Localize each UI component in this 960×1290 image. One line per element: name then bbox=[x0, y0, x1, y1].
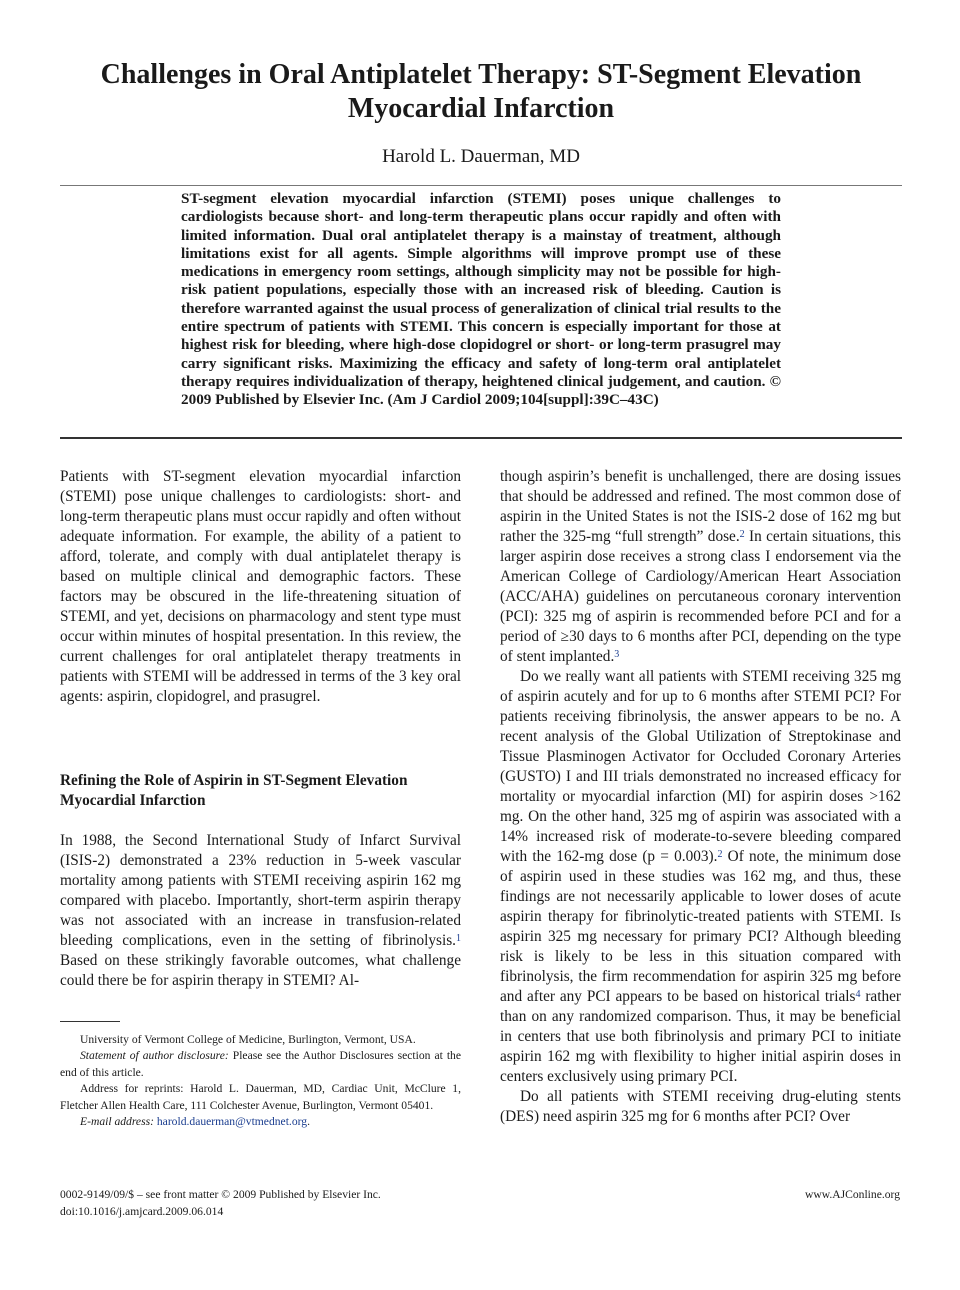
footnote-rule bbox=[60, 1021, 120, 1022]
affiliation-note: University of Vermont College of Medicine, Burlington, Vermont, USA. bbox=[80, 1033, 416, 1046]
abstract-bottom-rule bbox=[60, 437, 902, 439]
reference-link[interactable]: 4 bbox=[855, 989, 861, 1000]
section-heading: Refining the Role of Aspirin in ST-Segment Elevation Myocardial Infarction bbox=[60, 772, 408, 809]
aspirin-paragraph-1-continued bbox=[500, 467, 901, 667]
text-run: In certain situations, this larger aspirin dose receives a strong class I endorsement via the American College of Cardiology/American Heart Association (ACC/AHA) guidelines on percutaneous coronary intervention (PCI): 325 mg of aspirin is recommended before PCI and for a period of ≥30 days to 6 months after PCI, depending on the type of stent implanted. bbox=[500, 528, 901, 665]
reprints-note: Address for reprints: Harold L. Dauerman, MD, Cardiac Unit, McClure 1, Fletcher Allen Health Care, 111 Colchester Avenue, Burlington, Vermont 05401. bbox=[60, 1082, 461, 1112]
aspirin-paragraph-1 bbox=[60, 831, 461, 991]
text-run: Based on these strikingly favorable outcomes, what challenge could there be for aspirin therapy in STEMI? Al- bbox=[60, 952, 461, 989]
text-run: Of note, the minimum dose of aspirin used in these studies was 162 mg, and thus, these findings are not necessarily applicable to lower doses of acute aspirin therapy for fibrinolytic-treated patients with STEMI. Is aspirin 325 mg necessary for primary PCI? Although bleeding risk is likely to be less in this situation compared with fibrinolysis, the firm recommendation for aspirin 325 mg before and after any PCI appears to be based on historical trials bbox=[500, 848, 901, 1005]
footnotes bbox=[60, 1032, 461, 1130]
email-link[interactable]: harold.dauerman@vtmednet.org bbox=[156, 1115, 308, 1129]
email-end: . bbox=[307, 1115, 310, 1129]
article-title: Challenges in Oral Antiplatelet Therapy: ST-Segment Elevation Myocardial Infarction bbox=[100, 59, 862, 124]
left-column-body bbox=[60, 831, 461, 991]
abstract-top-rule bbox=[60, 185, 902, 186]
author-name: Harold L. Dauerman, MD bbox=[382, 146, 580, 167]
journal-website[interactable]: www.AJConline.org bbox=[804, 1188, 900, 1201]
left-column-intro bbox=[60, 467, 461, 707]
email-label: E-mail address: bbox=[80, 1115, 154, 1129]
aspirin-paragraph-3: Do all patients with STEMI receiving drug-eluting stents (DES) need aspirin 325 mg for 6 months after PCI? Over bbox=[500, 1088, 901, 1125]
reference-link[interactable]: 2 bbox=[717, 849, 723, 860]
reference-link[interactable]: 3 bbox=[614, 649, 620, 660]
email-note bbox=[60, 1114, 461, 1130]
footer-left bbox=[60, 1186, 381, 1220]
disclosure-text: Please see the Author Disclosures section at the end of this article. bbox=[60, 1049, 461, 1079]
text-run: though aspirin’s benefit is unchallenged, there are dosing issues that should be addressed and refined. The most common dose of aspirin in the United States is not the ISIS-2 dose of 162 mg but rather the 325-mg “full strength” dose. bbox=[500, 468, 901, 545]
text-run: rather than on any randomized comparison. Thus, it may be beneficial in centers that use both fibrinolysis and primary PCI to initiate aspirin 162 mg with flexibility to higher initial aspirin doses in centers exclusively using primary PCI. bbox=[500, 988, 901, 1085]
text-run: In 1988, the Second International Study of Infarct Survival (ISIS-2) demonstrated a 23% reduction in 5-week vascular mortality among patients with STEMI receiving aspirin 162 mg compared with placebo. Importantly, short-term aspirin therapy was not associated with an increase in transfusion-related bleeding complications, even in the setting of fibrinolysis. bbox=[60, 832, 461, 949]
disclosure-label: Statement of author disclosure: bbox=[80, 1049, 229, 1063]
text-run: Do we really want all patients with STEMI receiving 325 mg of aspirin acutely and for up to 6 months after STEMI PCI? For patients receiving fibrinolysis, the answer appears to be no. A recent analysis of the Global Utilization of Streptokinase and Tissue Plasminogen Activator for Occluded Coronary Arteries (GUSTO) I and III trials demonstrated no increased efficacy for mortality or myocardial infarction (MI) for aspirin doses >162 mg. On the other hand, 325 mg of aspirin was associated with a 14% increased risk of moderate-to-severe bleeding compared with the 162-mg dose (p = 0.003). bbox=[500, 668, 901, 865]
disclosure-note bbox=[60, 1048, 461, 1081]
aspirin-paragraph-2 bbox=[500, 667, 901, 1087]
right-column bbox=[500, 467, 901, 1127]
issn-line: 0002-9149/09/$ – see front matter © 2009 Published by Elsevier Inc. bbox=[60, 1188, 381, 1201]
reference-link[interactable]: 2 bbox=[739, 529, 745, 540]
abstract: ST-segment elevation myocardial infarction (STEMI) poses unique challenges to cardiologists because short- and long-term therapeutic plans occur rapidly and often with limited information. Dual oral antiplatelet therapy is a mainstay of treatment, although limitations exist for all agents. Simple algorithms will improve prompt use of these medications in emergency room settings, although simplicity may not be possible for high-risk patient populations, especially those with an increased risk of bleeding. Caution is therefore warranted against the usual process of generalization of clinical trial results to the entire spectrum of patients with STEMI. This concern is especially important for those at highest risk for bleeding, where high-dose clopidogrel or short- or long-term prasugrel may carry significant risks. Maximizing the efficacy and safety of long-term oral antiplatelet therapy requires individualization of therapy, heightened clinical judgement, and caution. © 2009 Published by Elsevier Inc. (Am J Cardiol 2009;104[suppl]:39C–43C) bbox=[181, 190, 781, 409]
reference-link[interactable]: 1 bbox=[456, 933, 461, 944]
doi-line: doi:10.1016/j.amjcard.2009.06.014 bbox=[60, 1205, 224, 1218]
intro-paragraph: Patients with ST-segment elevation myocardial infarction (STEMI) pose unique challenges to cardiologists: short- and long-term therapeutic plans must occur rapidly and often without adequate information. For example, the ability of a patient to afford, tolerate, and comply with dual antiplatelet therapy is based on multiple clinical and demographic factors. These factors may be obscured in the life-threatening situation of STEMI, and yet, decisions on pharmacology and stent type must occur within minutes of hospital presentation. In this review, the current challenges for oral antiplatelet therapy treatments in patients with STEMI will be addressed in terms of the 3 key oral agents: aspirin, clopidogrel, and prasugrel. bbox=[60, 468, 461, 705]
